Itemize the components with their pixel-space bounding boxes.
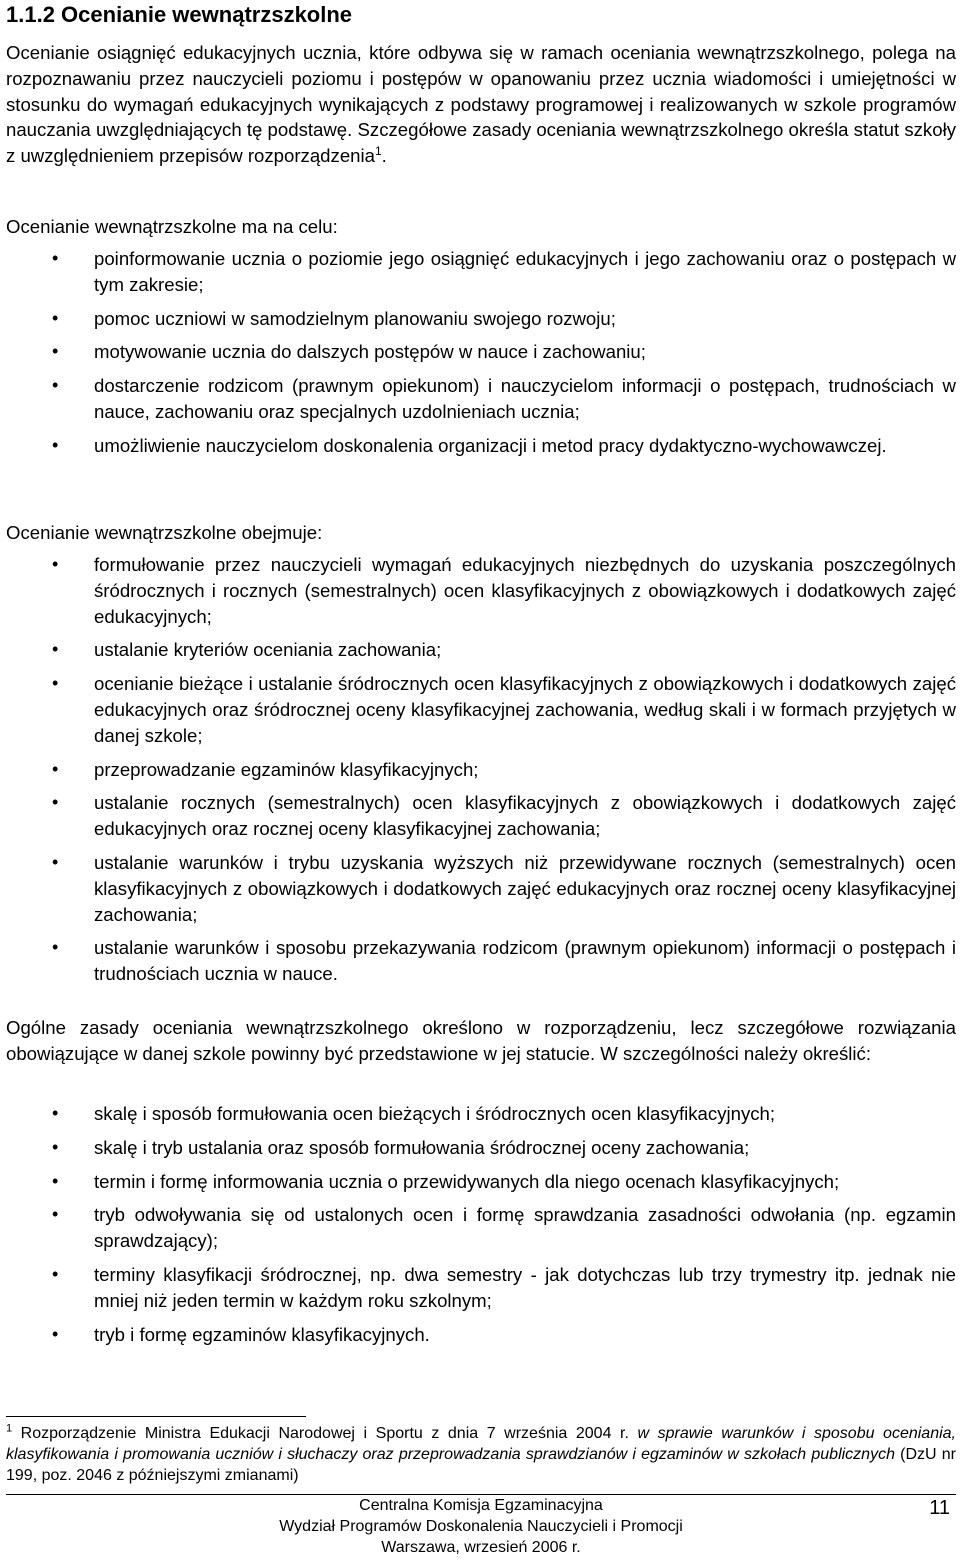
list-item xyxy=(6,339,956,365)
list-item xyxy=(6,373,956,425)
list-item-text: skalę i sposób formułowania ocen bieżących i śródrocznych ocen klasyfikacyjnych; xyxy=(94,1103,776,1124)
scope-list xyxy=(6,552,956,987)
footnote-source: (DzU nr 199, poz. 2046 z późniejszymi zmianami) xyxy=(6,1446,956,1484)
page-number: 11 xyxy=(929,1497,950,1519)
list-item-text: motywowanie ucznia do dalszych postępów w nauce i zachowaniu; xyxy=(94,341,646,363)
list-item-text: terminy klasyfikacji śródrocznej, np. dwa semestry - jak dotychczas lub trzy trymestry itp. jednak nie mniej niż jeden termin w każdym roku szkolnym; xyxy=(94,1263,956,1311)
footnote-number: 1 xyxy=(6,1422,13,1435)
list-item-text: termin i formę informowania ucznia o przewidywanych dla niego ocenach klasyfikacyjnych; xyxy=(94,1170,840,1192)
list-item-text: ustalanie rocznych (semestralnych) ocen klasyfikacyjnych z obowiązkowych i dodatkowych zajęć edukacyjnych oraz rocznej oceny klasyfikacyjnej zachowania; xyxy=(94,792,956,840)
list-item xyxy=(6,1202,956,1254)
intro-text: Ocenianie osiągnięć edukacyjnych ucznia, które odbywa się w ramach oceniania wewnątrzszkolnego, polega na rozpoznawaniu przez nauczycieli poziomu i postępów w opanowaniu przez ucznia wiadomości i umiejętności w stosunku do wymagań edukacyjnych wynikających z podstawy programowej i realizowanych w szkole programów nauczania uwzględniających tę podstawę. Szczegółowe zasady oceniania wewnątrzszkolnego określa statut szkoły z uwzględnieniem przepisów rozporządzenia xyxy=(6,42,956,167)
bullet-icon: • xyxy=(52,792,59,813)
list-item-text: umożliwienie nauczycielom doskonalenia organizacji i metod pracy dydaktyczno-wychowawczej. xyxy=(94,434,887,456)
list-item-text: tryb i formę egzaminów klasyfikacyjnych. xyxy=(94,1323,430,1345)
list-item-text: dostarczenie rodzicom (prawnym opiekunom) i nauczycielom informacji o postępach, trudnościach w nauce, zachowaniu oraz specjalnych uzdolnieniach ucznia; xyxy=(94,375,956,422)
intro-paragraph xyxy=(6,40,956,169)
list-item xyxy=(6,850,956,927)
bullet-icon: • xyxy=(52,673,59,694)
bullet-icon: • xyxy=(52,851,59,872)
bullet-icon: • xyxy=(52,341,59,362)
bullet-icon: • xyxy=(52,1170,59,1191)
list-item xyxy=(6,671,956,748)
bullet-icon: • xyxy=(52,1136,59,1157)
list-item xyxy=(6,935,956,987)
bullet-icon: • xyxy=(52,248,59,268)
bullet-icon: • xyxy=(52,1204,59,1225)
bullet-icon: • xyxy=(52,434,59,455)
list-item xyxy=(6,1322,956,1348)
list-item xyxy=(6,306,956,332)
list-item xyxy=(6,790,956,842)
list-item-text: pomoc uczniowi w samodzielnym planowaniu swojego rozwoju; xyxy=(94,307,616,329)
footer-line-institution: Centralna Komisja Egzaminacyjna xyxy=(359,1497,603,1514)
list-item-text: ustalanie warunków i trybu uzyskania wyższych niż przewidywane rocznych (semestralnych) ocen klasyfikacyjnych z obowiązkowych i dodatkowych zajęć edukacyjnych oraz rocznej oceny klasyfikacyjnej zachowania; xyxy=(94,851,956,925)
list-item xyxy=(6,1101,956,1127)
list-item-text: poinformowanie ucznia o poziomie jego osiągnięć edukacyjnych i jego zachowaniu oraz o postępach w tym zakresie; xyxy=(94,248,956,295)
bullet-icon: • xyxy=(52,937,59,958)
list-item-text: ocenianie bieżące i ustalanie śródrocznych ocen klasyfikacyjnych z obowiązkowych i dodatkowych zajęć edukacyjnych oraz śródrocznej oceny klasyfikacyjnej zachowania, według skali i w formach przyjętych w danej szkole; xyxy=(94,673,956,746)
footnote xyxy=(6,1423,956,1486)
list-item xyxy=(6,1169,956,1195)
goals-intro: Ocenianie wewnątrzszkolne ma na celu: xyxy=(6,216,338,237)
list-item-text: skalę i tryb ustalania oraz sposób formułowania śródrocznej oceny zachowania; xyxy=(94,1136,750,1158)
list-item xyxy=(6,757,956,783)
list-item-text: przeprowadzanie egzaminów klasyfikacyjnych; xyxy=(94,758,479,780)
scope-intro: Ocenianie wewnątrzszkolne obejmuje: xyxy=(6,522,323,543)
list-item-text: formułowanie przez nauczycieli wymagań edukacyjnych niezbędnych do uzyskania poszczególnych śródrocznych i rocznych (semestralnych) ocen klasyfikacyjnych z obowiązkowych i dodatkowych zajęć edukacyjnych; xyxy=(94,554,956,627)
list-item xyxy=(6,246,956,298)
bullet-icon: • xyxy=(52,375,59,396)
bullet-icon: • xyxy=(52,1263,59,1284)
bullet-icon: • xyxy=(52,758,59,779)
bullet-icon: • xyxy=(52,1323,59,1344)
rules-intro: Ogólne zasady oceniania wewnątrzszkolnego określono w rozporządzeniu, lecz szczegółowe rozwiązania obowiązujące w danej szkole powinny być przedstawione w jej statucie. W szczególności należy określić: xyxy=(6,1017,956,1064)
footer-line-department: Wydział Programów Doskonalenia Nauczycieli i Promocji xyxy=(279,1518,683,1535)
footnote-reference: 1 xyxy=(374,144,382,158)
list-item-text: ustalanie warunków i sposobu przekazywania rodzicom (prawnym opiekunom) informacji o postępach i trudnościach ucznia w nauce. xyxy=(94,937,956,985)
rules-list xyxy=(6,1101,956,1347)
bullet-icon: • xyxy=(52,307,59,328)
footnote-title: w sprawie warunków i sposobu oceniania, klasyfikowania i promowania uczniów i słuchaczy oraz przeprowadzania sprawdzianów i egzaminów w szkołach publicznych xyxy=(6,1425,957,1463)
bullet-icon: • xyxy=(52,554,59,574)
bullet-icon: • xyxy=(52,1103,59,1123)
section-heading: 1.1.2 Ocenianie wewnątrzszkolne xyxy=(6,2,353,27)
list-item-text: tryb odwoływania się od ustalonych ocen i formę sprawdzania zasadności odwołania (np. egzamin sprawdzający); xyxy=(94,1204,956,1252)
list-item xyxy=(6,552,956,629)
list-item xyxy=(6,1135,956,1161)
goals-list xyxy=(6,246,956,459)
intro-end: . xyxy=(381,145,387,167)
footnote-separator xyxy=(6,1416,306,1417)
bullet-icon: • xyxy=(52,639,59,660)
list-item xyxy=(6,433,956,459)
footer-line-date: Warszawa, wrzesień 2006 r. xyxy=(381,1539,581,1556)
footnote-text: Rozporządzenie Ministra Edukacji Narodowej i Sportu z dnia 7 września 2004 r. xyxy=(12,1425,638,1442)
list-item xyxy=(6,637,956,663)
list-item-text: ustalanie kryteriów oceniania zachowania; xyxy=(94,639,442,661)
list-item xyxy=(6,1262,956,1314)
page-footer xyxy=(6,1495,956,1558)
